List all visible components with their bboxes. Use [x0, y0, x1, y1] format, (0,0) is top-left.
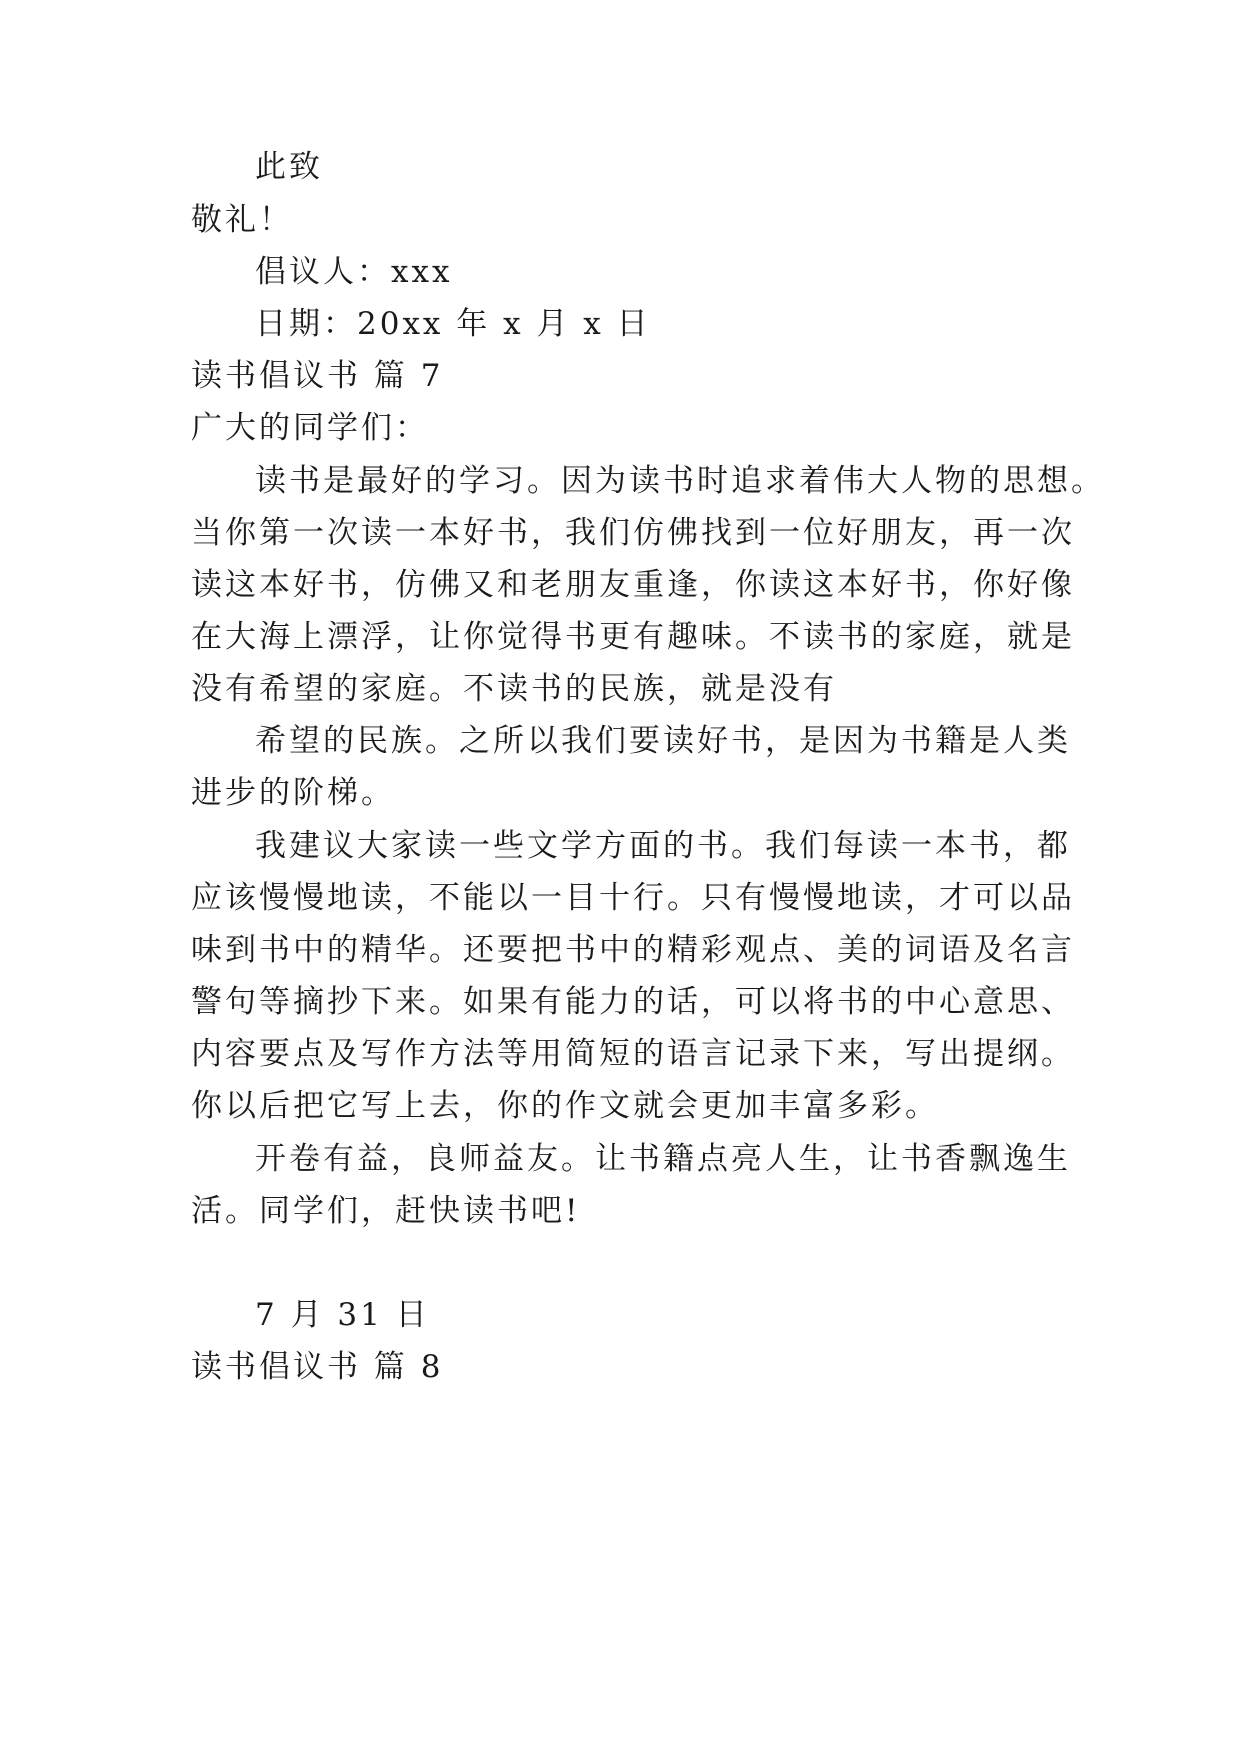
greeting: 广大的同学们： [191, 410, 429, 446]
closing-respect: 敬礼！ [191, 202, 293, 238]
paragraph-line: 我建议大家读一些文学方面的书。我们每读一本书，都 [255, 828, 1071, 864]
section-heading-8: 读书倡议书 篇 8 [191, 1349, 444, 1385]
paragraph-line: 应该慢慢地读，不能以一目十行。只有慢慢地读，才可以品 [191, 880, 1075, 916]
closing-salutation: 此致 [255, 149, 323, 185]
paragraph-line: 活。同学们，赶快读书吧! [191, 1193, 581, 1229]
paragraph-line: 你以后把它写上去，你的作文就会更加丰富多彩。 [191, 1088, 939, 1124]
proposer-line: 倡议人：xxx [255, 254, 453, 290]
date-line: 日期：20xx 年 x 月 x 日 [255, 306, 651, 342]
section-heading-7: 读书倡议书 篇 7 [191, 358, 444, 394]
paragraph-line: 开卷有益，良师益友。让书籍点亮人生，让书香飘逸生 [255, 1141, 1071, 1177]
paragraph-line: 读书是最好的学习。因为读书时追求着伟大人物的思想。 [255, 463, 1105, 499]
paragraph-line: 希望的民族。之所以我们要读好书，是因为书籍是人类 [255, 723, 1071, 759]
paragraph-line: 警句等摘抄下来。如果有能力的话，可以将书的中心意思、 [191, 984, 1075, 1020]
paragraph-line: 味到书中的精华。还要把书中的精彩观点、美的词语及名言 [191, 932, 1075, 968]
paragraph-line: 读这本好书，仿佛又和老朋友重逢，你读这本好书，你好像 [191, 567, 1075, 603]
paragraph-line: 在大海上漂浮，让你觉得书更有趣味。不读书的家庭，就是 [191, 619, 1075, 655]
paragraph-line: 进步的阶梯。 [191, 775, 395, 811]
section-date: 7 月 31 日 [255, 1297, 430, 1333]
paragraph-line: 内容要点及写作方法等用简短的语言记录下来，写出提纲。 [191, 1036, 1075, 1072]
paragraph-line: 没有希望的家庭。不读书的民族，就是没有 [191, 671, 837, 707]
paragraph-line: 当你第一次读一本好书，我们仿佛找到一位好朋友，再一次 [191, 515, 1075, 551]
